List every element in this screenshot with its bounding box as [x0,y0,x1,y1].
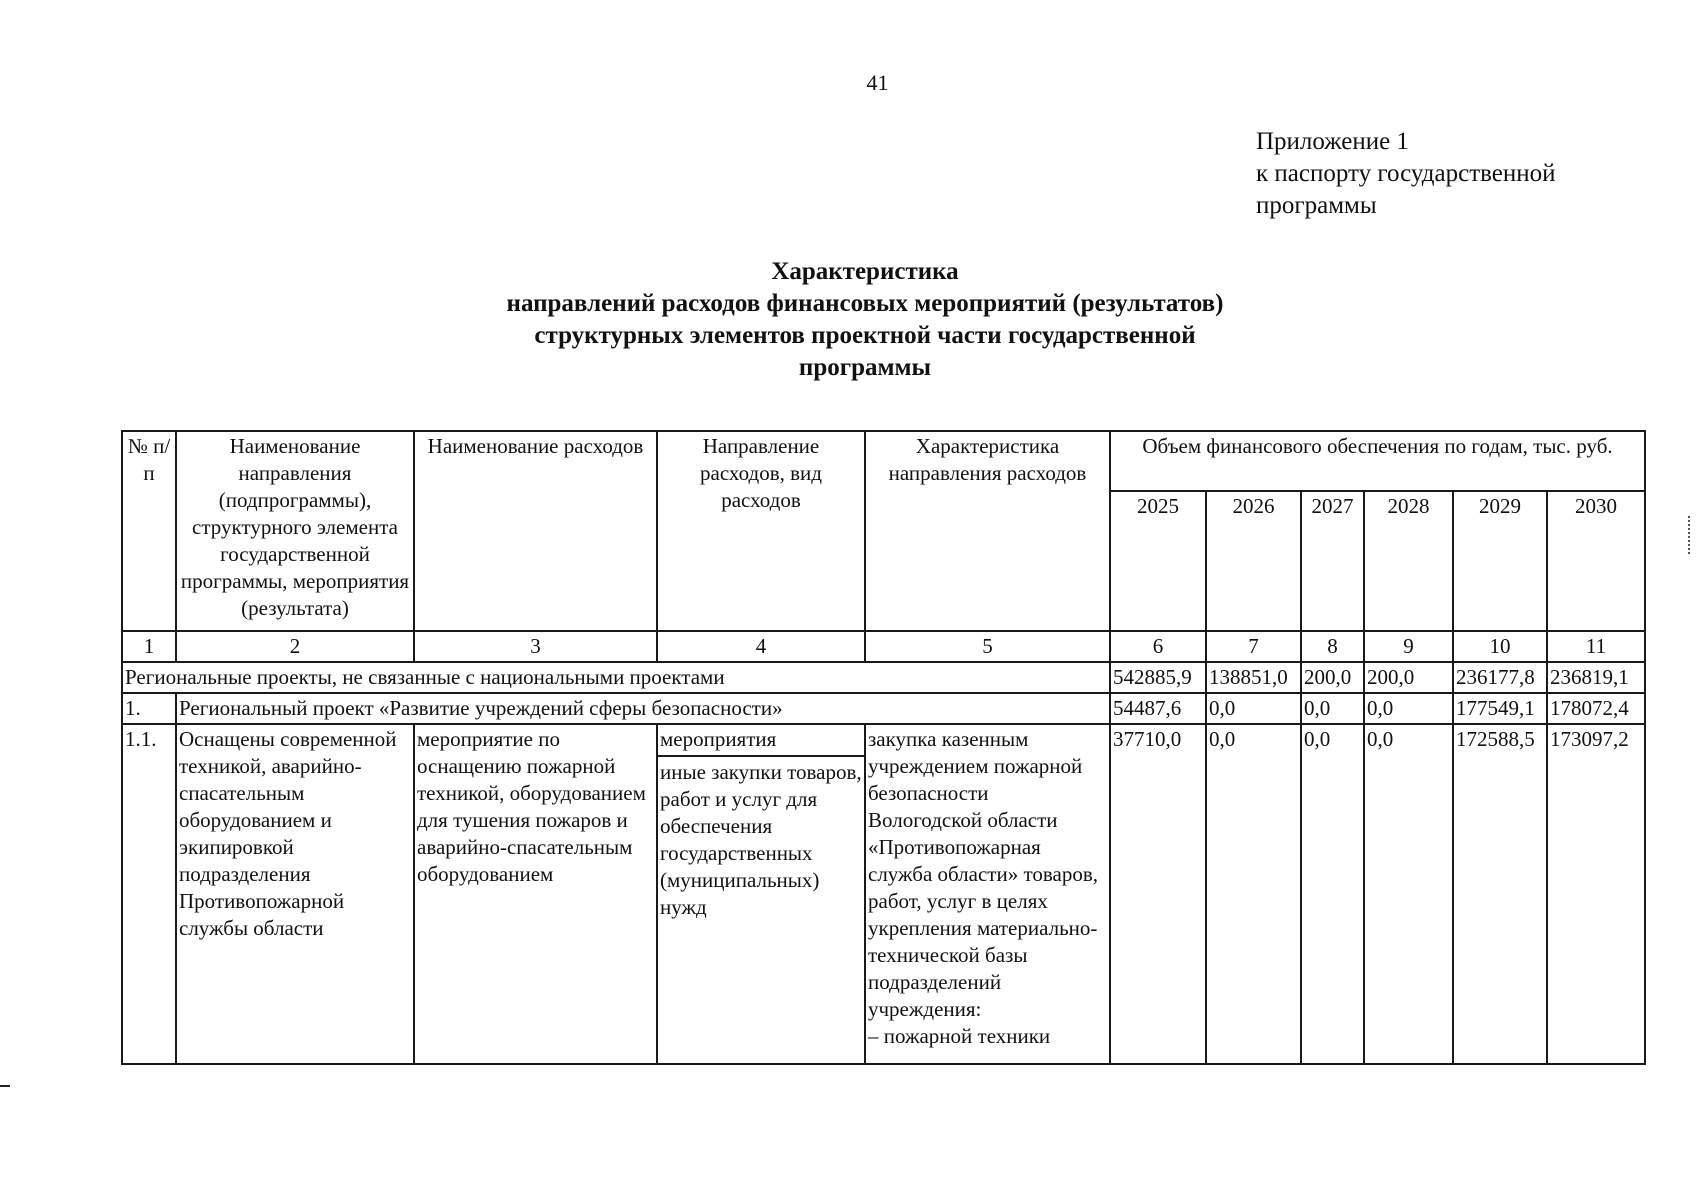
header-year: 2026 [1206,491,1301,631]
expense-direction-type: мероприятия [658,725,864,757]
header-year: 2027 [1301,491,1364,631]
value-cell: 542885,9 [1110,662,1206,693]
header-num: № п/п [122,431,176,631]
value-cell: 200,0 [1364,662,1453,693]
row-label: Региональный проект «Развитие учреждений сферы безопасности» [176,693,1110,724]
appendix-line-2: к паспорту государственной [1256,160,1556,187]
column-number: 4 [657,631,865,662]
value-cell: 172588,5 [1453,724,1547,1064]
row-num: 1.1. [122,724,176,1064]
header-row-1 [122,431,1645,491]
column-number: 1 [122,631,176,662]
expense-direction-kind: иные закупки товаров, работ и услуг для обеспечения государственных (муниципальных) нужд [660,760,862,919]
column-number: 9 [1364,631,1453,662]
header-expense-name: Наименование расходов [414,431,657,631]
expense-direction-cell [657,724,865,1064]
value-cell: 0,0 [1301,693,1364,724]
value-cell: 200,0 [1301,662,1364,693]
title-line-1: Характеристика [771,258,959,285]
column-number: 8 [1301,631,1364,662]
row-label: Региональные проекты, не связанные с национальными проектами [122,662,1110,693]
column-number: 6 [1110,631,1206,662]
characteristic-cell [865,724,1110,1064]
header-direction-name: Наименование направления (подпрограммы), структурного элемента государственной программы, мероприятия (результата) [176,431,414,631]
column-number: 2 [176,631,414,662]
title-line-2: направлений расходов финансовых мероприятий (результатов) [506,290,1224,317]
value-cell: 0,0 [1301,724,1364,1064]
value-cell: 236819,1 [1547,662,1645,693]
title-line-4: программы [798,354,932,381]
value-cell: 177549,1 [1453,693,1547,724]
appendix-line-1: Приложение 1 [1256,128,1409,155]
value-cell: 37710,0 [1110,724,1206,1064]
page-number: 41 [866,70,889,95]
column-number-row [122,631,1645,662]
header-year: 2029 [1453,491,1547,631]
title-line-3: структурных элементов проектной части государственной [534,322,1196,349]
table-row-regional [122,662,1645,693]
value-cell: 0,0 [1364,724,1453,1064]
value-cell: 236177,8 [1453,662,1547,693]
document-title [400,256,1330,384]
direction-name-cell: Оснащены современной техникой, аварийно-спасательным оборудованием и экипировкой подразделения Противопожарной службы области [176,724,414,1064]
value-cell: 54487,6 [1110,693,1206,724]
value-cell: 0,0 [1206,693,1301,724]
value-cell: 178072,4 [1547,693,1645,724]
header-volume: Объем финансового обеспечения по годам, тыс. руб. [1110,431,1645,491]
value-cell: 0,0 [1206,724,1301,1064]
header-expense-direction: Направление расходов, вид расходов [657,431,865,631]
column-number: 7 [1206,631,1301,662]
expenses-table [121,430,1646,1065]
characteristic-text: закупка казенным учреждением пожарной безопасности Вологодской области «Противопожарная служба области» товаров, работ, услуг в целях укрепления материально-технической базы подразделений учреждения: [868,727,1098,1021]
table-row-1-1 [122,724,1645,1064]
table-row-1 [122,693,1645,724]
header-year: 2025 [1110,491,1206,631]
column-number: 11 [1547,631,1645,662]
appendix-note [1256,126,1556,222]
value-cell: 0,0 [1364,693,1453,724]
header-year: 2028 [1364,491,1453,631]
characteristic-item: – пожарной техники [868,1024,1051,1048]
column-number: 10 [1453,631,1547,662]
scan-edge-mark [0,1085,10,1087]
value-cell: 173097,2 [1547,724,1645,1064]
header-characteristic: Характеристика направления расходов [865,431,1110,631]
column-number: 5 [865,631,1110,662]
appendix-line-3: программы [1256,192,1377,219]
value-cell: 138851,0 [1206,662,1301,693]
expense-name-cell: мероприятие по оснащению пожарной техникой, оборудованием для тушения пожаров и аварийно-спасательным оборудованием [414,724,657,1064]
scan-edge-dots [1688,516,1696,554]
column-number: 3 [414,631,657,662]
row-num: 1. [122,693,176,724]
header-year: 2030 [1547,491,1645,631]
